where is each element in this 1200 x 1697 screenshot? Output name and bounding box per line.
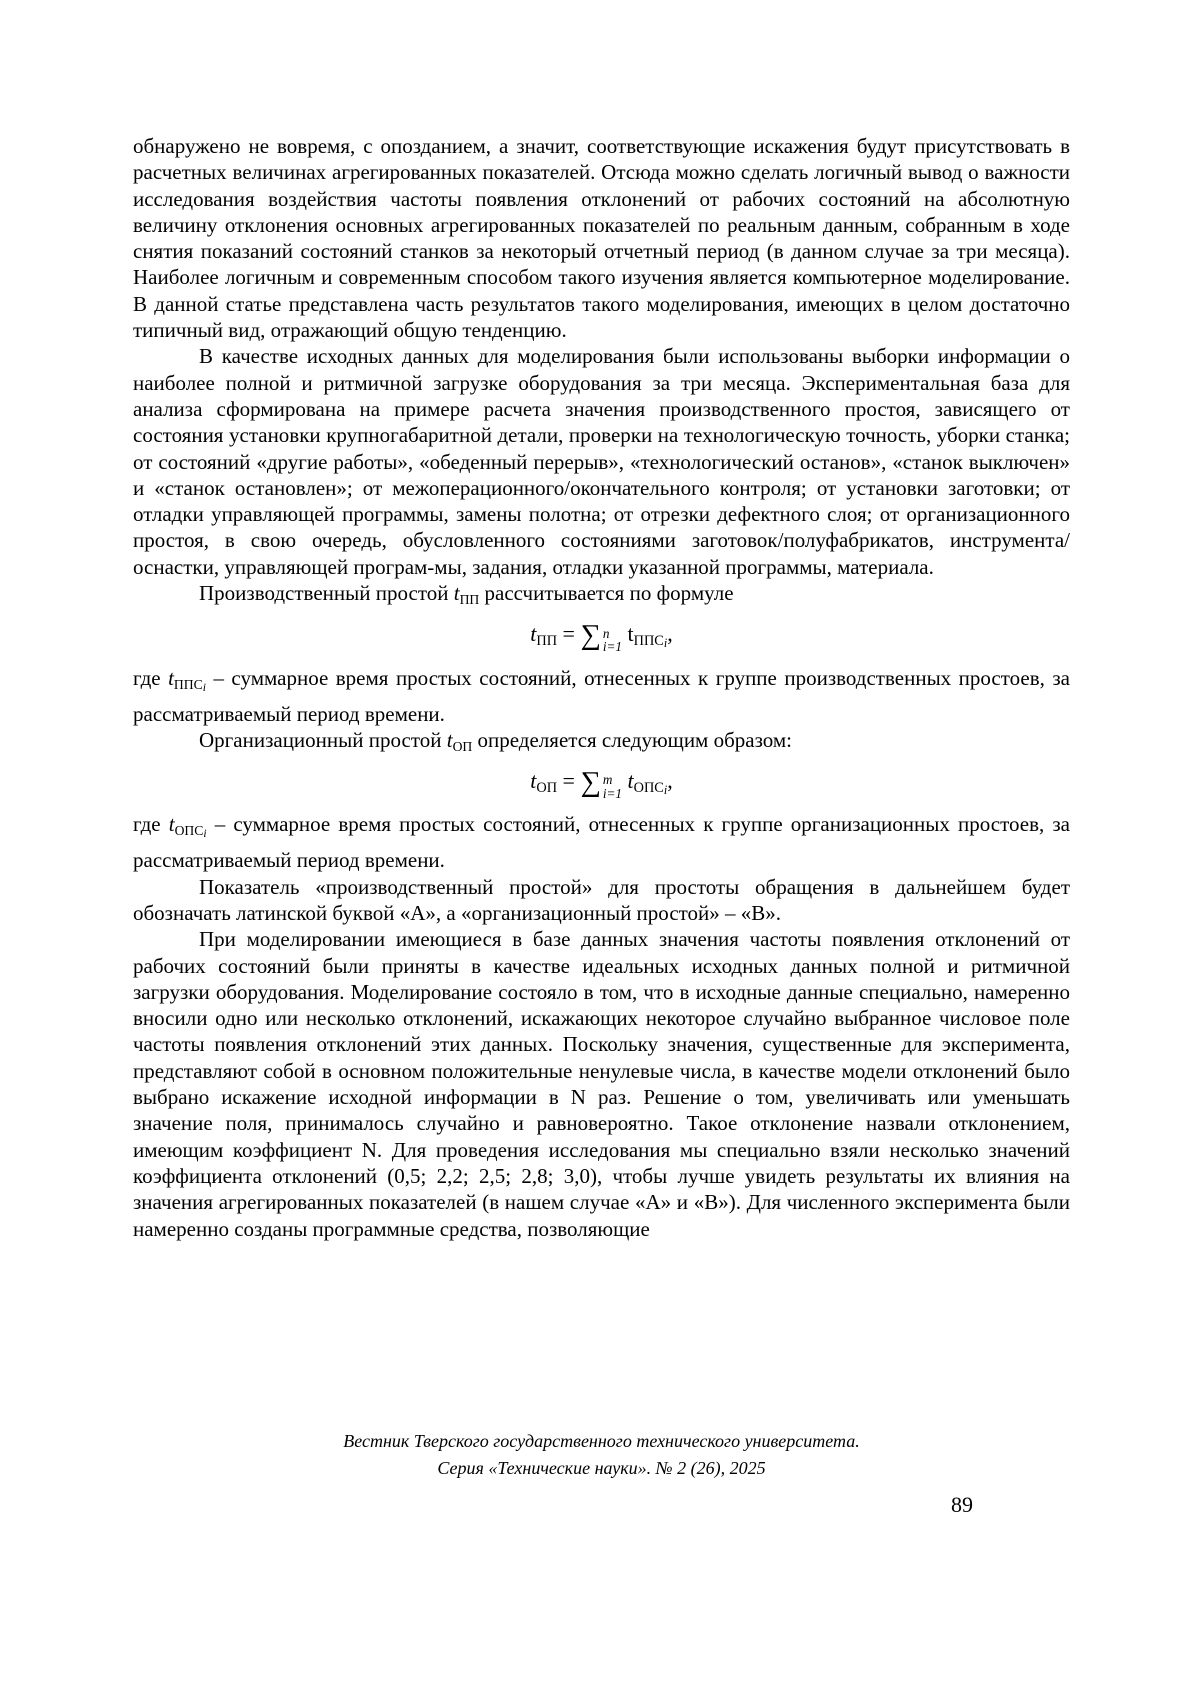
organizational-downtime-formula: $t_{ОП}$ = ∑ m i=1 $t_{ОПСi}$, [530, 766, 673, 802]
footer-series-issue: Серия «Технические науки». № 2 (26), 2025 [437, 1458, 766, 1478]
production-downtime-intro: Производственный простой $t_{ПП}$ рассчитывается по формуле [199, 581, 734, 607]
indicator-notation-paragraph: Показатель «производственный простой» для простоты обращения в дальнейшем будет обозначать латинской буквой «A», а «организационный простой» – «B». [133, 874, 1070, 925]
page-number: 89 [951, 1492, 973, 1517]
journal-footer [133, 1428, 1070, 1482]
footer-journal-title: Вестник Тверского государственного технического университета. [343, 1431, 860, 1451]
sum-limits: m i=1 [602, 772, 623, 802]
sum-limits: n i=1 [602, 625, 623, 655]
organizational-downtime-intro: Организационный простой $t_{ОП}$ определяется следующим образом: [199, 727, 792, 754]
intro-continuation-paragraph: обнаружено не вовремя, с опозданием, а значит, соответствующие искажения будут присутствовать в расчетных величинах агрегированных показателей. Отсюда можно сделать логичный вывод о важности исследования воздействия частоты появления отклонений от рабочих состояний на абсолютную величину отклонения основных агрегированных показателей по реальным данным, собранным в ходе снятия показаний состояний станков за некоторый отчетный период (в данном случае за три месяца). Наиболее логичным и современным способом такого изучения является компьютерное моделирование. В данной статье представлена часть результатов такого моделирования, имеющих в целом достаточно типичный вид, отражающий общую тенденцию. [133, 134, 1070, 343]
organizational-downtime-definition: где $t_{ОПСi}$ – суммарное время простых состояний, отнесенных к группе организационных простоев, за рассматриваемый период времени. [133, 812, 1070, 873]
production-downtime-definition: где $t_{ППСi}$ – суммарное время простых состояний, отнесенных к группе производственных простоев, за рассматриваемый период времени. [133, 665, 1070, 726]
page-content [133, 133, 1070, 1242]
source-data-paragraph: В качестве исходных данных для моделирования были использованы выборки информации о наиболее полной и ритмичной загрузке оборудования за три месяца. Экспериментальная база для анализа сформирована на примере расчета значения производственного простоя, зависящего от состояния установки крупногабаритной детали, проверки на технологическую точность, уборки станка; от состояний «другие работы», «обеденный перерыв», «технологический останов», «станок выключен» и «станок остановлен»; от межоперационного/окончательного контроля; от установки заготовки; от отладки управляющей программы, замены полотна; от отрезки дефектного слоя; от организационного простоя, в свою очередь, обусловленного состояниями заготовок/полуфабрикатов, инструмента/оснастки, управляющей програм-мы, задания, отладки указанной программы, материала. [133, 344, 1070, 579]
modeling-description-paragraph: При моделировании имеющиеся в базе данных значения частоты появления отклонений от рабочих состояний были приняты в качестве идеальных исходных данных полной и ритмичной загрузки оборудования. Моделирование состояло в том, что в исходные данные специально, намеренно вносили одно или несколько отклонений, искажающих некоторое случайно выбранное числовое поле частоты появления отклонений этих данных. Поскольку значения, существенные для эксперимента, представляют собой в основном положительные ненулевые числа, в качестве модели отклонений было выбрано искажение исходной информации в N раз. Решение о том, увеличивать или уменьшать значение поля, принималось случайно и равновероятно. Такое отклонение назвали отклонением, имеющим коэффициент N. Для проведения исследования мы специально взяли несколько значений коэффициента отклонений (0,5; 2,2; 2,5; 2,8; 3,0), чтобы лучше увидеть результаты их влияния на значения агрегированных показателей (в нашем случае «A» и «B»). Для численного эксперимента были намеренно созданы программные средства, позволяющие [133, 927, 1070, 1241]
production-downtime-formula: $t_{ПП}$ = ∑ n i=1 $t_{ППСi}$, [530, 620, 673, 655]
